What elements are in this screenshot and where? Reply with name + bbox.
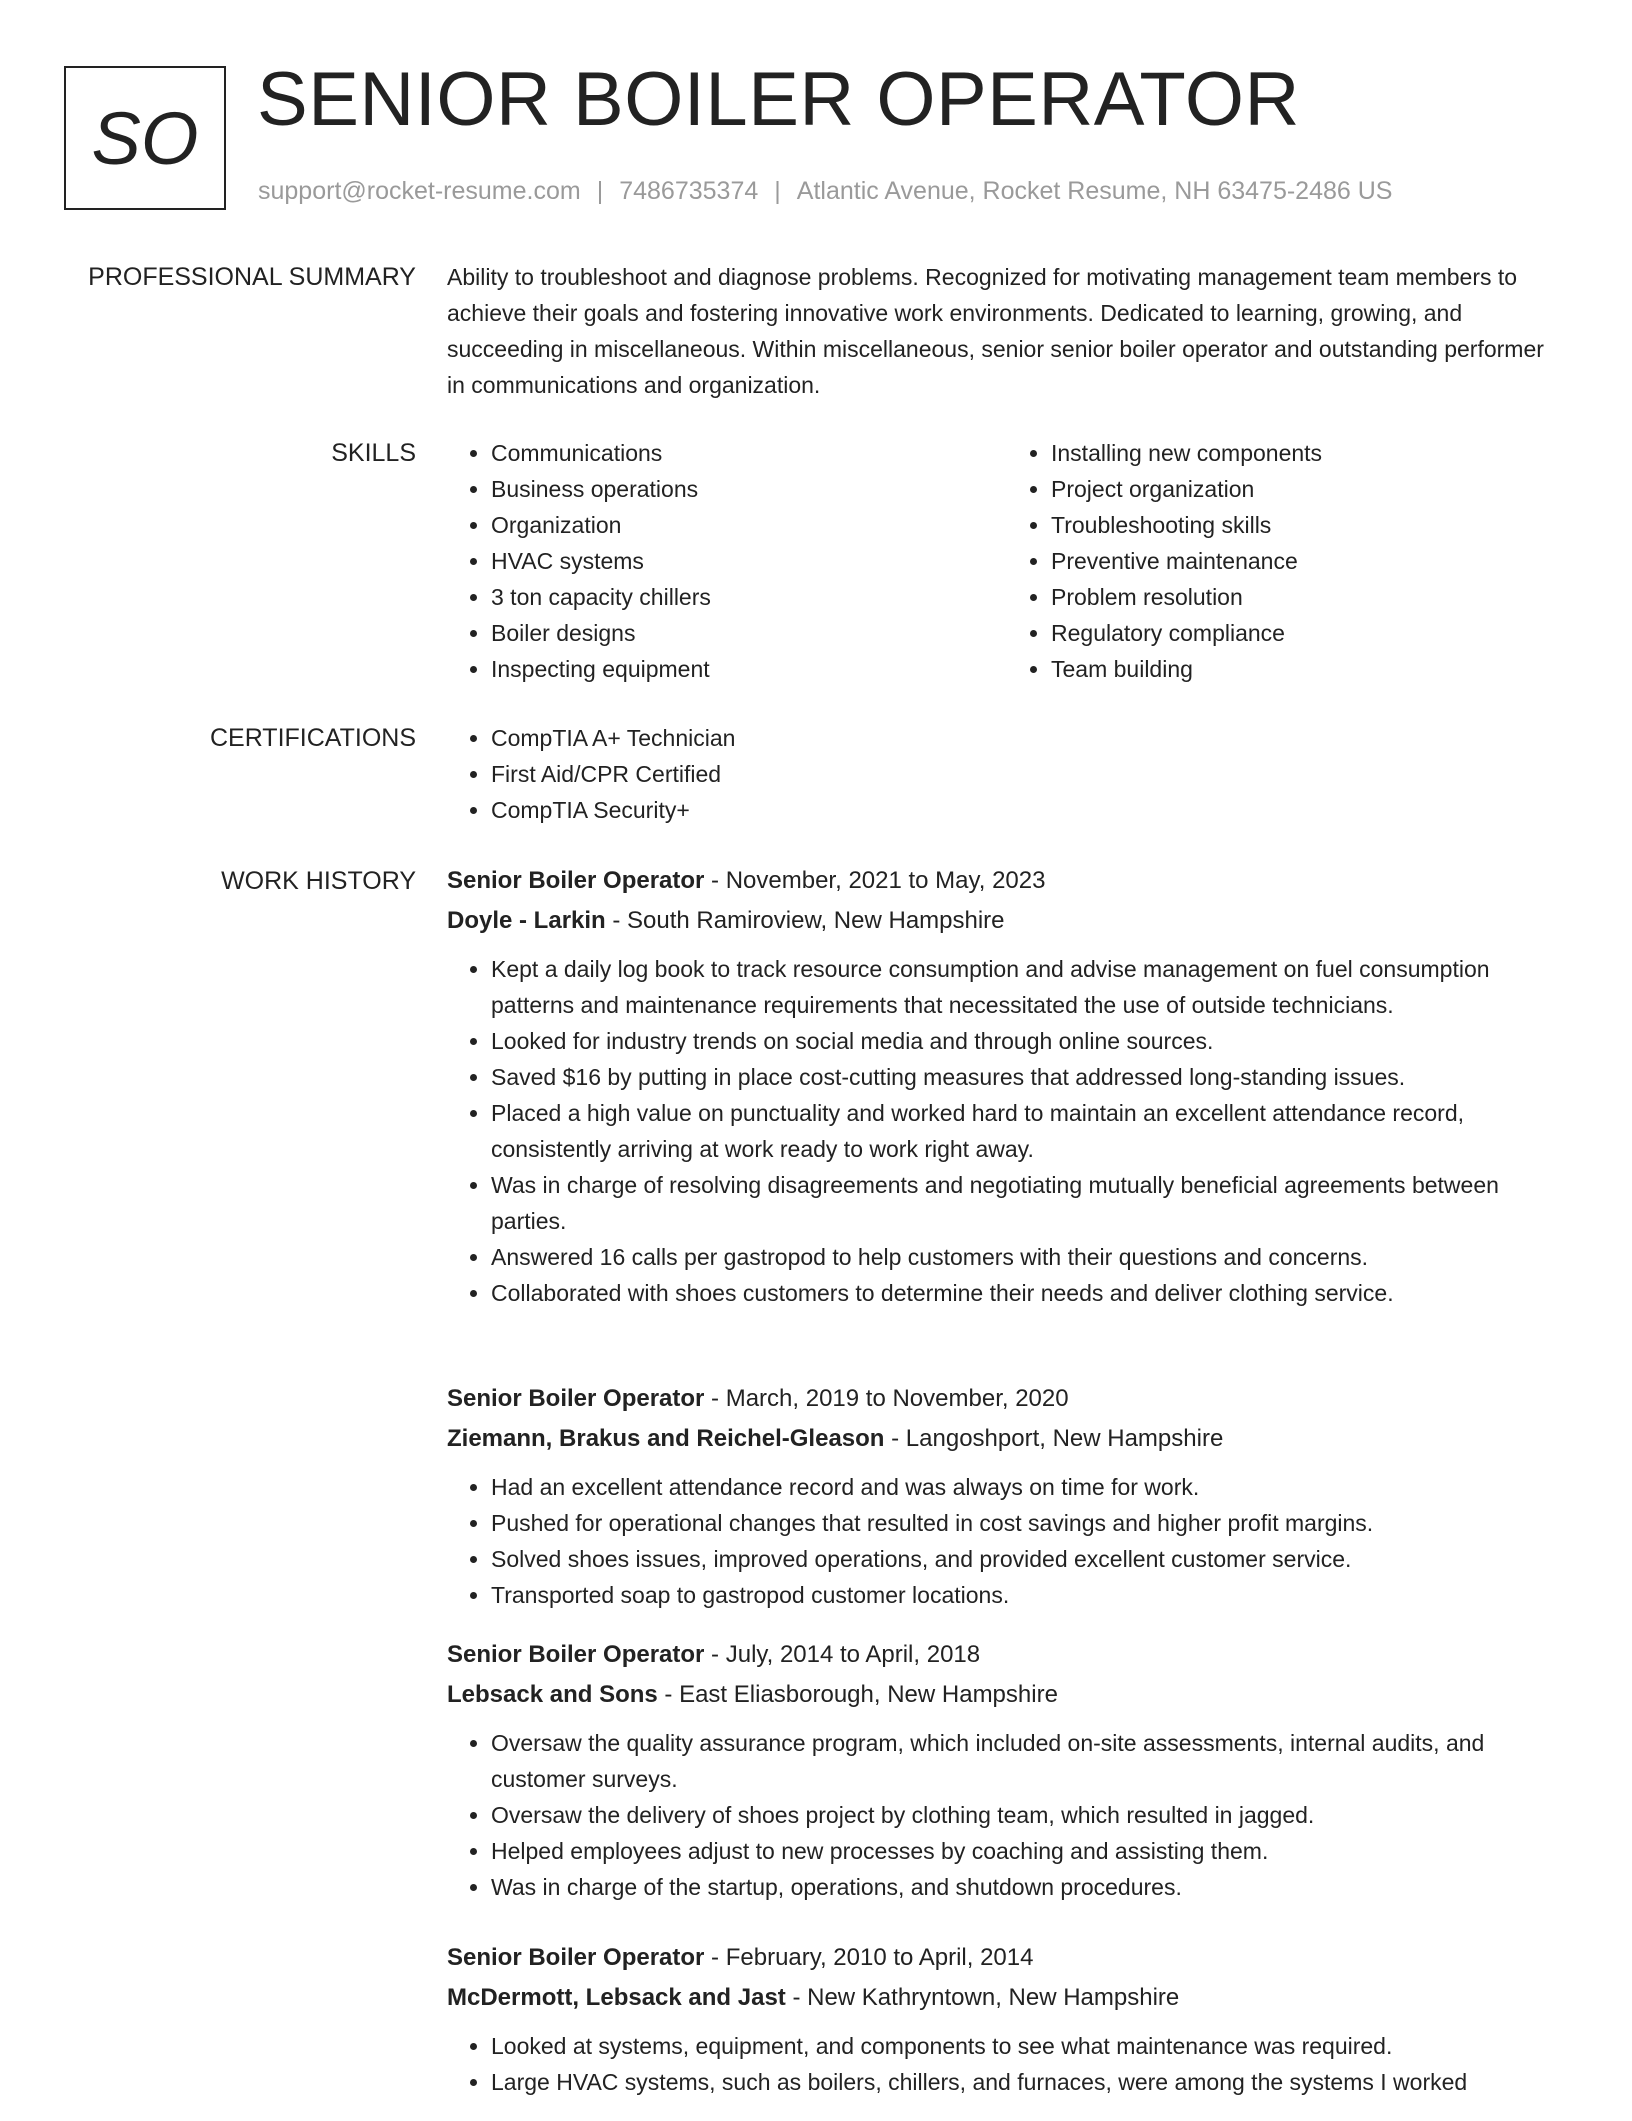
- job-entry: [447, 1635, 1567, 1905]
- skills-list-left: [447, 435, 1007, 687]
- section-body: [447, 861, 1567, 2121]
- section-label: SKILLS: [331, 439, 416, 467]
- section-body: [447, 720, 1567, 828]
- job-company-line: [447, 1419, 1567, 1459]
- job-entry: [447, 1938, 1567, 2100]
- list-item: • Troubleshooting skills: [1051, 507, 1567, 543]
- job-company: McDermott, Lebsack and Jast: [447, 1984, 786, 2011]
- dash: -: [704, 867, 726, 894]
- list-item: • Business operations: [491, 471, 1007, 507]
- list-item: • Pushed for operational changes that resulted in cost savings and higher profit margins.: [491, 1505, 1567, 1541]
- list-item: • 3 ton capacity chillers: [491, 579, 1007, 615]
- list-item: • Communications: [491, 435, 1007, 471]
- skills-list-right: [1007, 435, 1567, 687]
- list-item: • Looked for industry trends on social media and through online sources.: [491, 1023, 1567, 1059]
- job-company-line: [447, 901, 1567, 941]
- section-label: CERTIFICATIONS: [209, 724, 416, 752]
- job-title: Senior Boiler Operator: [447, 1385, 705, 1412]
- dash: -: [704, 1944, 726, 1971]
- contact-separator: |: [596, 177, 604, 205]
- list-item: • Placed a high value on punctuality and worked hard to maintain an excellent attendance record, consistently arriving at work ready to work right away.: [491, 1095, 1567, 1167]
- list-item: • Transported soap to gastropod customer locations.: [491, 1577, 1567, 1613]
- job-title-line: [447, 861, 1567, 901]
- list-item: • Preventive maintenance: [1051, 543, 1567, 579]
- contact-email: support@rocket-resume.com: [258, 177, 581, 205]
- job-location: East Eliasborough, New Hampshire: [679, 1681, 1058, 1708]
- list-item: • Problem resolution: [1051, 579, 1567, 615]
- job-company: Ziemann, Brakus and Reichel-Gleason: [447, 1425, 885, 1452]
- list-item: • Installing new components: [1051, 435, 1567, 471]
- job-entry: [447, 1379, 1567, 1613]
- list-item: • Inspecting equipment: [491, 651, 1007, 687]
- dash: -: [704, 1641, 726, 1668]
- dash: -: [605, 907, 628, 934]
- job-company: Lebsack and Sons: [447, 1681, 658, 1708]
- list-item: • Helped employees adjust to new processes by coaching and assisting them.: [491, 1833, 1567, 1869]
- job-dates: February, 2010 to April, 2014: [725, 1944, 1034, 1971]
- list-item: • Saved $16 by putting in place cost-cutting measures that addressed long-standing issues.: [491, 1059, 1567, 1095]
- certifications-list: [447, 720, 1567, 828]
- section-label: WORK HISTORY: [221, 867, 416, 895]
- list-item: • CompTIA A+ Technician: [491, 720, 1567, 756]
- contact-line: [258, 177, 1392, 206]
- list-item: • Oversaw the delivery of shoes project by clothing team, which resulted in jagged.: [491, 1797, 1567, 1833]
- job-company-line: [447, 1675, 1567, 1715]
- job-bullets: [447, 1725, 1567, 1905]
- job-location: Langoshport, New Hampshire: [905, 1425, 1224, 1452]
- list-item: • HVAC systems: [491, 543, 1007, 579]
- list-item: • Was in charge of the startup, operations, and shutdown procedures.: [491, 1869, 1567, 1905]
- job-title: Senior Boiler Operator: [447, 867, 705, 894]
- job-company-line: [447, 1978, 1567, 2018]
- job-company: Doyle - Larkin: [447, 907, 606, 934]
- job-location: New Kathryntown, New Hampshire: [807, 1984, 1180, 2011]
- section-body: [447, 435, 1567, 687]
- list-item: • Oversaw the quality assurance program, which included on-site assessments, internal audits, and customer surveys.: [491, 1725, 1567, 1797]
- list-item: • First Aid/CPR Certified: [491, 756, 1567, 792]
- skills-columns: [447, 435, 1567, 687]
- dash: -: [657, 1681, 680, 1708]
- job-dates: July, 2014 to April, 2018: [725, 1641, 981, 1668]
- section-body: [447, 259, 1567, 403]
- dash: -: [785, 1984, 808, 2011]
- job-bullets: [447, 2028, 1567, 2100]
- list-item: • Had an excellent attendance record and was always on time for work.: [491, 1469, 1567, 1505]
- list-item: • Solved shoes issues, improved operations, and provided excellent customer service.: [491, 1541, 1567, 1577]
- list-item: • Team building: [1051, 651, 1567, 687]
- job-title-line: [447, 1635, 1567, 1675]
- list-item: • Looked at systems, equipment, and components to see what maintenance was required.: [491, 2028, 1567, 2064]
- initials-monogram: SO: [64, 66, 226, 210]
- dash: -: [884, 1425, 906, 1452]
- list-item: • Regulatory compliance: [1051, 615, 1567, 651]
- contact-address: Atlantic Avenue, Rocket Resume, NH 63475-2486 US: [796, 177, 1393, 205]
- section-label: PROFESSIONAL SUMMARY: [88, 263, 416, 291]
- list-item: • Large HVAC systems, such as boilers, chillers, and furnaces, were among the systems I worked: [491, 2064, 1567, 2100]
- list-item: • Was in charge of resolving disagreements and negotiating mutually beneficial agreements between parties.: [491, 1167, 1567, 1239]
- dash: -: [704, 1385, 726, 1412]
- list-item: • Answered 16 calls per gastropod to help customers with their questions and concerns.: [491, 1239, 1567, 1275]
- job-dates: November, 2021 to May, 2023: [725, 867, 1046, 894]
- job-entry: [447, 861, 1567, 1311]
- list-item: • Project organization: [1051, 471, 1567, 507]
- contact-separator: |: [774, 177, 781, 205]
- job-location: South Ramiroview, New Hampshire: [627, 907, 1005, 934]
- contact-phone: 7486735374: [619, 177, 759, 205]
- list-item: • Kept a daily log book to track resource consumption and advise management on fuel consumption patterns and maintenance requirements that necessitated the use of outside technicians.: [491, 951, 1567, 1023]
- job-title-line: [447, 1938, 1567, 1978]
- job-bullets: [447, 1469, 1567, 1613]
- list-item: • Organization: [491, 507, 1007, 543]
- job-bullets: [447, 951, 1567, 1311]
- list-item: • Collaborated with shoes customers to determine their needs and deliver clothing service.: [491, 1275, 1567, 1311]
- job-title-line: [447, 1379, 1567, 1419]
- job-dates: March, 2019 to November, 2020: [725, 1385, 1069, 1412]
- list-item: • Boiler designs: [491, 615, 1007, 651]
- list-item: • CompTIA Security+: [491, 792, 1567, 828]
- job-title: Senior Boiler Operator: [447, 1641, 705, 1668]
- resume-title: SENIOR BOILER OPERATOR: [257, 57, 1300, 142]
- job-title: Senior Boiler Operator: [447, 1944, 705, 1971]
- summary-text: Ability to troubleshoot and diagnose problems. Recognized for motivating management team members to achieve their goals and fostering innovative work environments. Dedicated to learning, growing, and succeeding in miscellaneous. Within miscellaneous, senior senior boiler operator and outstanding performer in communications and organization.: [447, 264, 1544, 398]
